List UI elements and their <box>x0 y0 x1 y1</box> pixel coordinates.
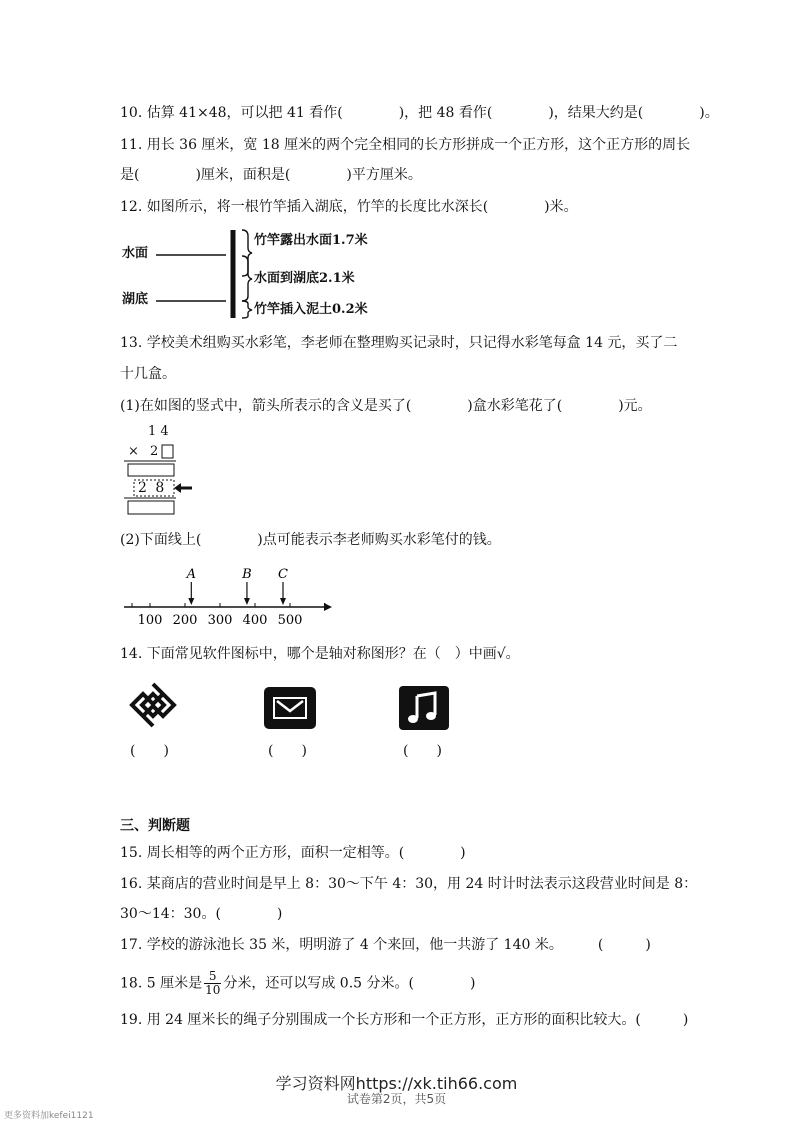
question-19: 19. 用 24 厘米长的绳子分别围成一个长方形和一个正方形，正方形的面积比较大。( ) <box>120 1012 689 1028</box>
fraction-5-10 <box>204 970 221 997</box>
watermark: 学习资料网https://xk.tih66.com <box>275 1074 518 1093</box>
page-number: 试卷第2页，共5页 <box>346 1092 447 1106</box>
question-16-line-2: 30～14：30。( ) <box>120 906 283 922</box>
question-11-line-2: 是( )厘米，面积是( )平方厘米。 <box>120 167 422 183</box>
icon-answer-1: ( ) <box>130 743 169 759</box>
question-13-line-2: 十几盒。 <box>120 366 176 382</box>
question-13-part-1: (1)在如图的竖式中，箭头所表示的含义是买了( )盒水彩笔花了( )元。 <box>120 398 652 414</box>
network-logo-icon <box>128 680 178 730</box>
lake-bottom-label: 湖底 <box>122 292 149 307</box>
question-13-line-1: 13. 学校美术组购买水彩笔，李老师在整理购买记录时，只记得水彩笔每盒 14 元，买了二 <box>120 335 678 351</box>
point-label-A: A <box>186 567 196 582</box>
number-line <box>120 564 340 630</box>
partial-product-digits: 2 8 <box>138 480 167 496</box>
multiplicand: 1 4 <box>148 424 169 439</box>
question-16-line-1: 16. 某商店的营业时间是早上 8：30～下午 4：30，用 24 时计时法表示这段营业时间是 8： <box>120 876 698 892</box>
question-12: 12. 如图所示，将一根竹竿插入湖底，竹竿的长度比水深长( )米。 <box>120 199 578 215</box>
multiplication-boxes <box>124 422 204 520</box>
question-15: 15. 周长相等的两个正方形，面积一定相等。( ) <box>120 845 466 861</box>
icon-answer-2: ( ) <box>268 743 307 759</box>
in-mud-label: 竹竿插入泥土0.2米 <box>254 302 368 317</box>
number-line-tick-label: 400 <box>242 613 268 628</box>
q18-suffix: 分米，还可以写成 0.5 分米。( ) <box>223 975 476 992</box>
multiplication-figure <box>124 422 204 520</box>
number-line-figure <box>120 564 340 630</box>
water-surface-label: 水面 <box>122 246 149 261</box>
question-17: 17. 学校的游泳池长 35 米，明明游了 4 个来回，他一共游了 140 米。 ( ) <box>120 937 651 953</box>
question-14: 14. 下面常见软件图标中，哪个是轴对称图形？在（ ）中画√。 <box>120 646 520 662</box>
music-note-icon <box>399 686 449 730</box>
mail-icon <box>264 687 316 729</box>
point-arrowhead-C <box>280 598 286 605</box>
icon-answer-3: ( ) <box>403 743 442 759</box>
question-13-part-2: (2)下面线上( )点可能表示李老师购买水彩笔付的钱。 <box>120 532 501 548</box>
corner-watermark: 更多资料加kefei1121 <box>4 1111 94 1121</box>
section-3-title: 三、判断题 <box>120 818 190 834</box>
q18-prefix: 18. 5 厘米是 <box>120 975 203 992</box>
fraction-denominator: 10 <box>205 983 221 997</box>
water-depth-label: 水面到湖底2.1米 <box>254 271 355 286</box>
above-water-label: 竹竿露出水面1.7米 <box>254 233 368 248</box>
bamboo-figure <box>118 226 418 322</box>
number-line-tick-label: 100 <box>137 613 163 628</box>
point-label-C: C <box>278 567 288 582</box>
number-line-tick-label: 300 <box>207 613 233 628</box>
number-line-tick-label: 500 <box>277 613 303 628</box>
point-arrowhead-B <box>244 598 250 605</box>
point-label-B: B <box>242 567 252 582</box>
number-line-tick-label: 200 <box>172 613 198 628</box>
point-arrowhead-A <box>188 598 194 605</box>
fraction-numerator: 5 <box>204 970 221 984</box>
question-11-line-1: 11. 用长 36 厘米，宽 18 厘米的两个完全相同的长方形拼成一个正方形，这个正方形的周长 <box>120 137 691 153</box>
multiplier-digit: 2 <box>150 444 159 459</box>
question-18 <box>120 970 475 997</box>
times-sign: × <box>128 444 139 459</box>
question-10: 10. 估算 41×48，可以把 41 看作( )，把 48 看作( )，结果大约是( )。 <box>120 105 719 121</box>
